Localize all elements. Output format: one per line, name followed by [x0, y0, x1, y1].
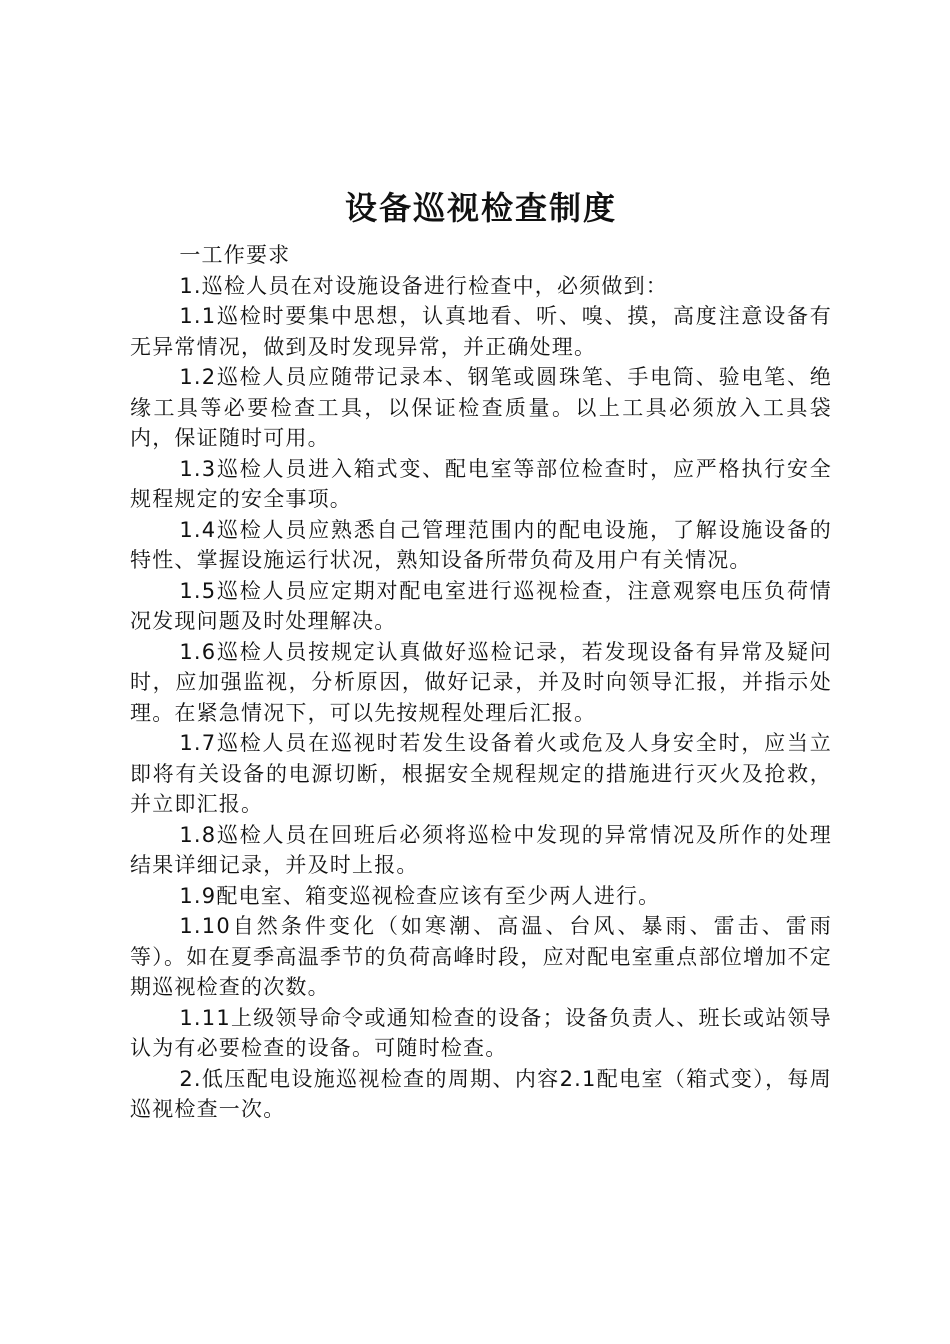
paragraph-1-4: 1.4巡检人员应熟悉自己管理范围内的配电设施，了解设施设备的特性、掌握设施运行状况，熟知设备所带负荷及用户有关情况。	[130, 517, 832, 572]
paragraph-1: 1.巡检人员在对设施设备进行检查中，必须做到：	[179, 273, 668, 298]
paragraph-1-5: 1.5巡检人员应定期对配电室进行巡视检查，注意观察电压负荷情况发现问题及时处理解决。	[130, 578, 832, 633]
document-title: 设备巡视检查制度	[344, 189, 617, 227]
paragraph-2: 2.低压配电设施巡视检查的周期、内容2.1配电室（箱式变），每周巡视检查一次。	[130, 1066, 832, 1121]
paragraph-1-2: 1.2巡检人员应随带记录本、钢笔或圆珠笔、手电筒、验电笔、绝缘工具等必要检查工具，以保证检查质量。以上工具必须放入工具袋内，保证随时可用。	[130, 365, 832, 450]
paragraph-1-8: 1.8巡检人员在回班后必须将巡检中发现的异常情况及所作的处理结果详细记录，并及时上报。	[130, 822, 832, 877]
paragraph-1-7: 1.7巡检人员在巡视时若发生设备着火或危及人身安全时，应当立即将有关设备的电源切断，根据安全规程规定的措施进行灭火及抢救，并立即汇报。	[130, 731, 832, 816]
paragraph-1-6: 1.6巡检人员按规定认真做好巡检记录，若发现设备有异常及疑问时，应加强监视，分析原因，做好记录，并及时向领导汇报，并指示处理。在紧急情况下，可以先按规程处理后汇报。	[130, 639, 832, 725]
section-heading: 一工作要求	[179, 243, 291, 267]
paragraph-1-11: 1.11上级领导命令或通知检查的设备；设备负责人、班长或站领导认为有必要检查的设备。可随时检查。	[130, 1005, 832, 1060]
document-page	[130, 182, 832, 1125]
paragraph-1-9: 1.9配电室、箱变巡视检查应该有至少两人进行。	[179, 883, 661, 908]
paragraph-1-3: 1.3巡检人员进入箱式变、配电室等部位检查时，应严格执行安全规程规定的安全事项。	[130, 456, 832, 511]
paragraph-1-10: 1.10自然条件变化（如寒潮、高温、台风、暴雨、雷击、雷雨等）。如在夏季高温季节的负荷高峰时段，应对配电室重点部位增加不定期巡视检查的次数。	[130, 914, 832, 999]
paragraph-1-1: 1.1巡检时要集中思想，认真地看、听、嗅、摸，高度注意设备有无异常情况，做到及时发现异常，并正确处理。	[130, 304, 832, 359]
